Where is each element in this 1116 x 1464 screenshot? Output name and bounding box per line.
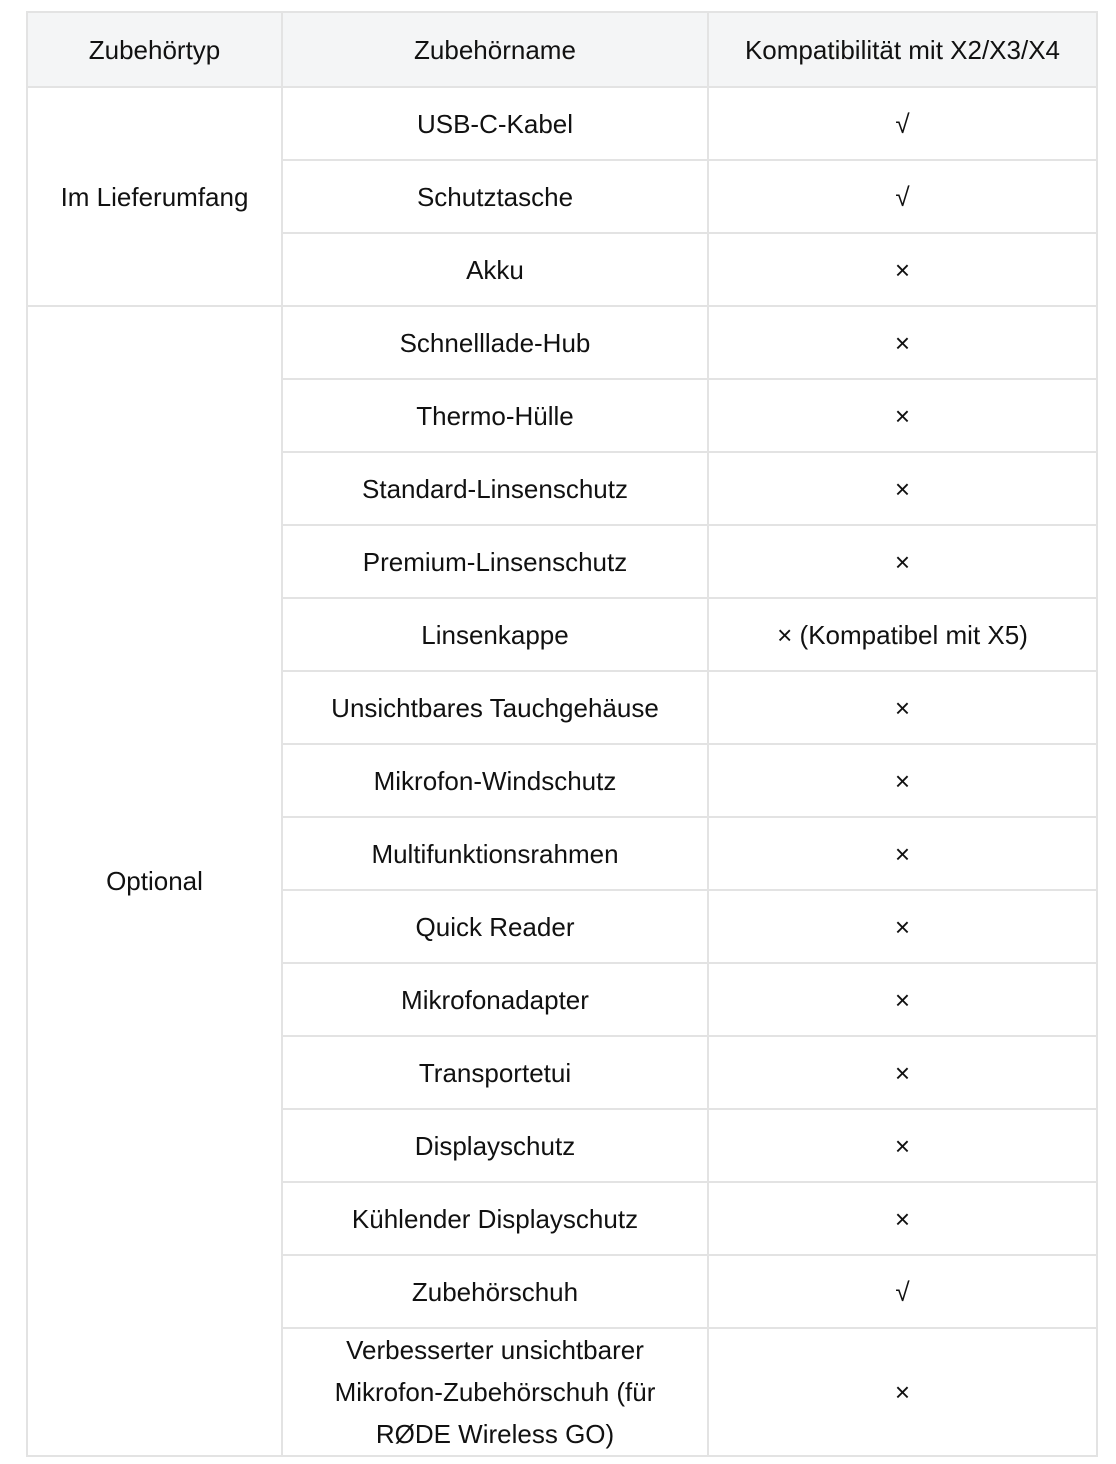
accessory-name: Multifunktionsrahmen bbox=[282, 817, 708, 890]
accessory-name: Schutztasche bbox=[282, 160, 708, 233]
accessory-compatibility-table bbox=[26, 11, 1098, 1457]
compat-mark: × bbox=[708, 452, 1097, 525]
accessory-name: Verbesserter unsichtbarer Mikrofon-Zubehörschuh (für RØDE Wireless GO) bbox=[282, 1328, 708, 1456]
table-row bbox=[27, 87, 1097, 160]
compat-mark: × bbox=[708, 1182, 1097, 1255]
table-body bbox=[27, 87, 1097, 1456]
compat-mark: × bbox=[708, 1328, 1097, 1456]
compat-mark: × bbox=[708, 671, 1097, 744]
accessory-name: Premium-Linsenschutz bbox=[282, 525, 708, 598]
group-label-included: Im Lieferumfang bbox=[27, 87, 282, 306]
accessory-name: Linsenkappe bbox=[282, 598, 708, 671]
group-label-optional: Optional bbox=[27, 306, 282, 1456]
compat-mark: × bbox=[708, 1109, 1097, 1182]
compat-mark: × bbox=[708, 525, 1097, 598]
compat-mark: √ bbox=[708, 1255, 1097, 1328]
accessory-name: Thermo-Hülle bbox=[282, 379, 708, 452]
header-compatibility: Kompatibilität mit X2/X3/X4 bbox=[708, 12, 1097, 87]
compat-mark: √ bbox=[708, 87, 1097, 160]
compat-mark: × bbox=[708, 744, 1097, 817]
accessory-name: Zubehörschuh bbox=[282, 1255, 708, 1328]
compat-mark: × bbox=[708, 817, 1097, 890]
accessory-name: Quick Reader bbox=[282, 890, 708, 963]
accessory-name: Displayschutz bbox=[282, 1109, 708, 1182]
header-row bbox=[27, 12, 1097, 87]
accessory-name: USB-C-Kabel bbox=[282, 87, 708, 160]
accessory-name: Unsichtbares Tauchgehäuse bbox=[282, 671, 708, 744]
table-header bbox=[27, 12, 1097, 87]
compat-mark: × bbox=[708, 890, 1097, 963]
accessory-name: Mikrofon-Windschutz bbox=[282, 744, 708, 817]
accessory-name: Kühlender Displayschutz bbox=[282, 1182, 708, 1255]
compat-mark: × bbox=[708, 306, 1097, 379]
accessory-name: Standard-Linsenschutz bbox=[282, 452, 708, 525]
compat-mark: × bbox=[708, 963, 1097, 1036]
accessory-name: Akku bbox=[282, 233, 708, 306]
compat-mark: × bbox=[708, 379, 1097, 452]
accessory-name: Schnelllade-Hub bbox=[282, 306, 708, 379]
header-accessory-name: Zubehörname bbox=[282, 12, 708, 87]
accessory-name: Transportetui bbox=[282, 1036, 708, 1109]
compat-mark: × bbox=[708, 1036, 1097, 1109]
header-accessory-type: Zubehörtyp bbox=[27, 12, 282, 87]
accessory-name: Mikrofonadapter bbox=[282, 963, 708, 1036]
compat-mark: × bbox=[708, 233, 1097, 306]
compat-mark: √ bbox=[708, 160, 1097, 233]
compat-mark: × (Kompatibel mit X5) bbox=[708, 598, 1097, 671]
table-row bbox=[27, 306, 1097, 379]
